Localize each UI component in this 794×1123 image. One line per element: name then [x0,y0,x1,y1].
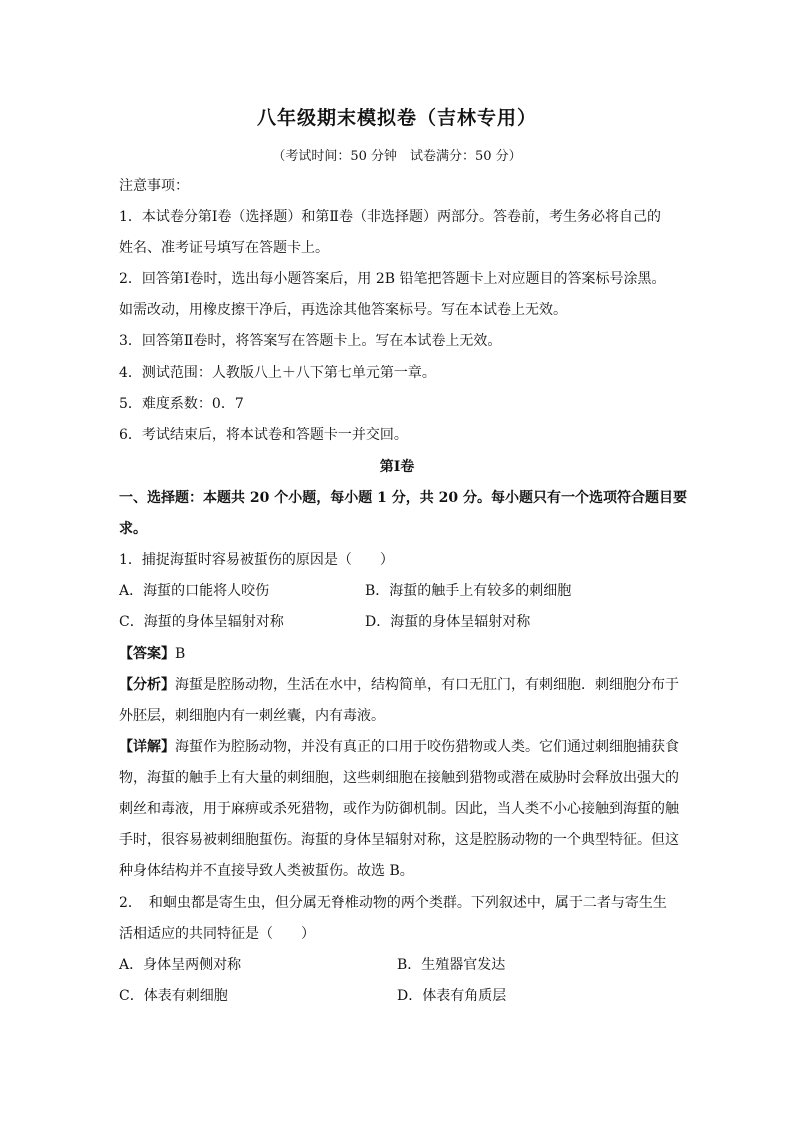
note-line: 1．本试卷分第Ⅰ卷（选择题）和第Ⅱ卷（非选择题）两部分。答卷前，考生务必将自己的 [119,209,661,225]
note-line: 4．测试范围：人教版八上＋八下第七单元第一章。 [119,365,436,381]
q1-answer [119,644,679,664]
question-2-stem-cont: 活相适应的共同特征是（ ） [119,926,315,942]
note-line: 5．难度系数：0．7 [119,396,244,412]
q1-detail-cont: 手时，很容易被刺细胞蜇伤。海蜇的身体呈辐射对称，这是腔肠动物的一个典型特征。但这 [119,832,679,848]
volume-heading: 第Ⅰ卷 [379,459,415,475]
answer-value: B [175,646,186,662]
q1-option-d: D．海蜇的身体呈辐射对称 [365,614,531,630]
note-line: 3．回答第Ⅱ卷时，将答案写在答题卡上。写在本试卷上无效。 [119,333,502,349]
answer-tag: 【答案】 [119,646,175,662]
q2-option-c: C．体表有刺细胞 [119,988,228,1004]
q1-option-c: C．海蜇的身体呈辐射对称 [119,614,284,630]
analysis-text: 海蜇是腔肠动物，生活在水中，结构简单，有口无肛门，有刺细胞．刺细胞分布于 [175,677,679,693]
detail-tag: 【详解】 [119,739,175,755]
note-line: 6．考试结束后，将本试卷和答题卡一并交回。 [119,427,408,443]
section-heading-cont: 求。 [119,521,147,537]
q1-option-b: B．海蜇的触手上有较多的刺细胞 [365,583,572,599]
q2-option-a: A．身体呈两侧对称 [119,957,242,973]
question-1-stem: 1．捕捉海蜇时容易被蜇伤的原因是（ ） [119,552,394,568]
q2-option-d: D．体表有角质层 [397,988,507,1004]
note-line: 如需改动，用橡皮擦干净后，再选涂其他答案标号。写在本试卷上无效。 [119,302,567,318]
detail-text: 海蜇作为腔肠动物，并没有真正的口用于咬伤猎物或人类。它们通过刺细胞捕获食 [175,739,679,755]
exam-info: （考试时间：50 分钟 试卷满分：50 分） [272,149,522,164]
q1-option-a: A．海蜇的口能将人咬伤 [119,583,270,599]
q1-detail-cont: 种身体结构并不直接导致人类被蜇伤。故选 B。 [119,863,414,879]
q1-detail [119,737,679,757]
q1-detail-cont: 刺丝和毒液，用于麻痹或杀死猎物，或作为防御机制。因此，当人类不小心接触到海蜇的触 [119,801,679,817]
q1-analysis-cont: 外胚层，刺细胞内有一刺丝囊，内有毒液。 [119,708,385,724]
page-title: 八年级期末模拟卷（吉林专用） [256,107,537,129]
note-line: 姓名、准考证号填写在答题卡上。 [119,240,329,256]
q1-analysis [119,675,679,695]
section-heading: 一、选择题：本题共 20 个小题，每小题 1 分，共 20 分。每小题只有一个选项符合题目要 [119,490,687,506]
q2-option-b: B．生殖器官发达 [397,957,506,973]
note-line: 2．回答第Ⅰ卷时，选出每小题答案后，用 2B 铅笔把答题卡上对应题目的答案标号涂黑。 [119,271,666,287]
analysis-tag: 【分析】 [119,677,175,693]
notes-heading: 注意事项： [119,178,189,194]
q1-detail-cont: 物，海蜇的触手上有大量的刺细胞，这些刺细胞在接触到猎物或潜在威胁时会释放出强大的 [119,770,679,786]
question-2-stem: 2． 和蛔虫都是寄生虫，但分属无脊椎动物的两个类群。下列叙述中，属于二者与寄生生 [119,895,667,911]
